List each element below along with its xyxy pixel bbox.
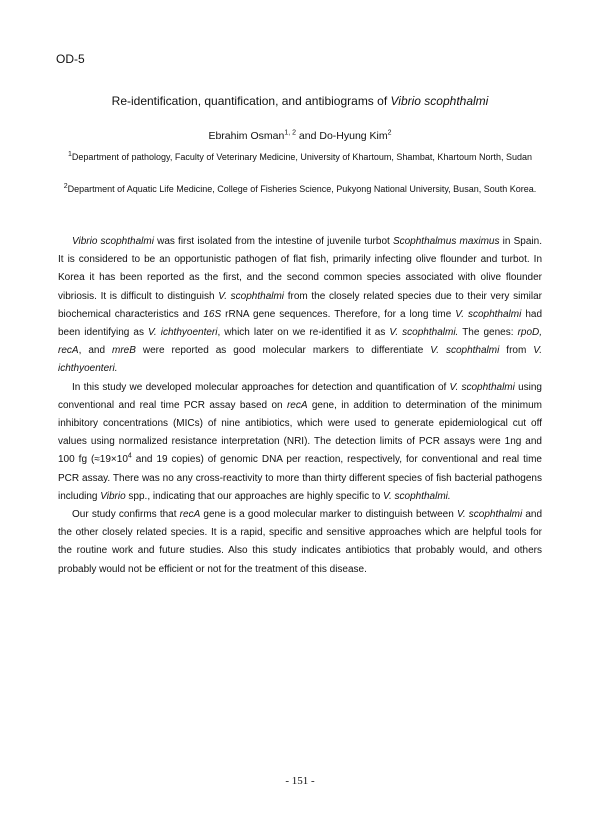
italic-text-run: Vibrio [100,490,126,502]
title-main: Re-identification, quantification, and antibiograms of [111,94,391,108]
text-run: In this study we developed molecular approaches for detection and quantification of [72,381,450,393]
italic-text-run: V. ichthyoenteri [148,327,218,339]
italic-text-run: V. scophthalmi [218,290,285,302]
text-run: rRNA gene sequences. Therefore, for a long time [221,308,456,320]
italic-text-run: Vibrio scophthalmi [72,236,154,247]
page-number: - 151 - [285,775,315,787]
paragraph-1 [58,233,542,379]
text-run: gene, in addition to determination of the minimum inhibitory concentrations (MICs) of nine antibiotics, which were used to generate epidemiological cut off values using normalized resistance interpretation (NRI). The detection limits of PCR assays were 1ng and 100 fg (≈19×10 [58,399,542,466]
title-species: Vibrio scophthalmi [390,94,489,108]
text-run: Our study confirms that [72,509,180,521]
paragraph-3 [58,506,542,579]
italic-text-run: V. scophthalmi. [389,327,459,339]
session-code: OD-5 [56,52,85,66]
text-run: spp., indicating that our approaches are highly specific to [125,490,384,502]
affiliation-2 [60,181,540,198]
italic-text-run: V. scophthalmi [449,381,515,393]
text-run: had been identifying as [58,308,543,339]
italic-text-run: recA [286,399,308,411]
text-run: using conventional and real time PCR assay based on [58,381,542,411]
paper-title [40,94,560,108]
text-run: , and [78,345,112,357]
text-run: in Spain. It is considered to be an opportunistic pathogen of flat fish, primarily infecting olive flounder and turbot. In Korea it has been reported as the first, and the second common species associated with olive flounder vibriosis. It is difficult to distinguish [58,236,542,302]
author-1: Ebrahim Osman [208,130,285,142]
italic-text-run: V. scophthalmi [456,509,523,521]
text-run: , which later on we re-identified it as [217,327,390,339]
text-run: were reported as good molecular markers to differentiate [135,345,431,357]
paragraph-2 [58,379,542,506]
text-run: and the other closely related species. It is a rapid, specific and sensitive approaches which are helpful tools for the routine work and future studies. Also this study indicates antibiotics that probably would, and others probably would not be efficient or not for the treatment of this disease. [58,509,543,575]
text-run: The genes: [458,327,518,339]
author-connector: and [296,130,320,142]
italic-text-run: 16S [203,308,222,320]
text-run: from [499,345,534,357]
text-run: and 19 copies) of genomic DNA per reaction, respectively, for conventional and real time PCR assay. There was no any cross-reactivity to more than thirty different species of fish bacterial pathogens including [58,454,542,502]
affiliation-1-text: Department of pathology, Faculty of Veterinary Medicine, University of Khartoum, Shambat, Khartoum North, Sudan [71,152,532,162]
author-1-affiliation: 1, 2 [284,129,296,137]
text-run: gene is a good molecular marker to distinguish between [200,509,457,521]
affiliation-2-text: Department of Aquatic Life Medicine, College of Fisheries Science, Pukyong National University, Busan, South Korea. [67,184,537,194]
italic-text-run: V. scophthalmi. [383,490,451,502]
affiliation-1 [60,149,540,166]
author-2-affiliation: 2 [387,129,392,137]
italic-text-run: V. scophthalmi [430,345,500,357]
abstract-body [58,233,542,579]
affiliation-2-number: 2 [63,183,68,190]
text-run: was first isolated from the intestine of juvenile turbot [153,236,393,247]
author-line [40,130,560,142]
author-2: Do-Hyung Kim [319,130,388,142]
superscript-run: 4 [127,453,132,461]
italic-text-run: Scophthalmus maximus [392,236,500,247]
italic-text-run: V. scophthalmi [455,308,522,320]
italic-text-run: mreB [111,345,136,357]
affiliation-1-number: 1 [68,151,72,158]
text-run: from the closely related species due to their very similar biochemical characteristics and [58,290,543,320]
italic-text-run: V. ichthyoenteri. [58,345,542,375]
italic-text-run: recA [179,509,201,521]
italic-text-run: rpoD, recA [58,327,543,357]
